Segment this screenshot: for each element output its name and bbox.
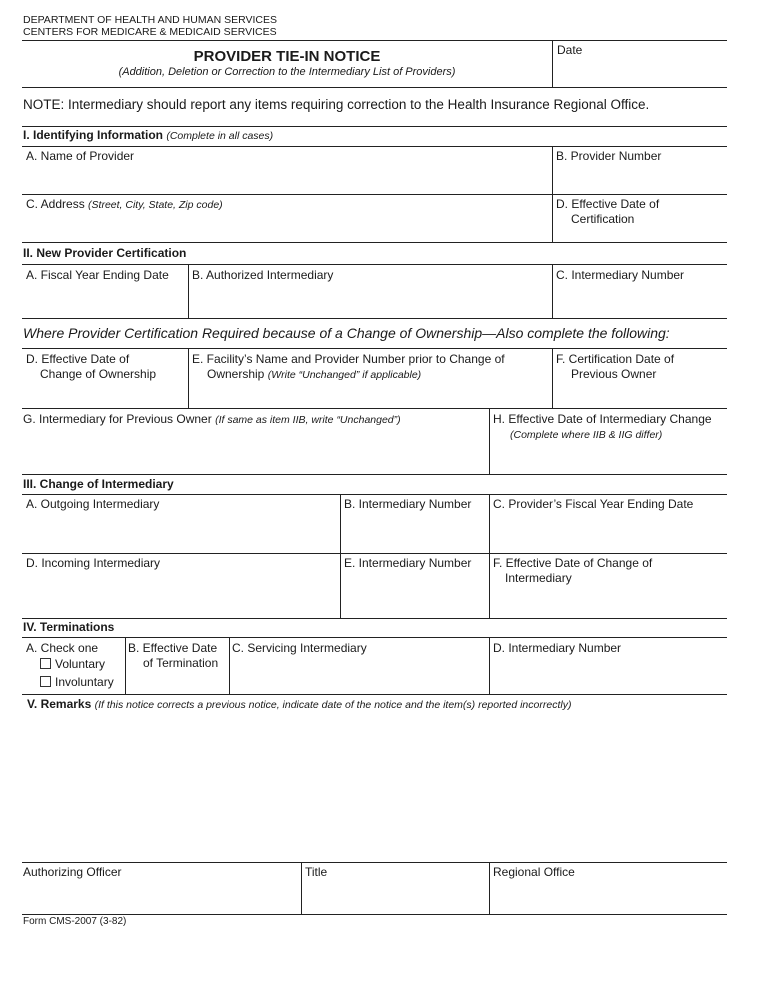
outgoing-intermediary-number-label: B. Intermediary Number xyxy=(344,497,472,511)
rule xyxy=(22,637,727,638)
termination-date-label-2: of Termination xyxy=(143,656,219,670)
regional-office-label: Regional Office xyxy=(493,865,575,879)
section-2-title: II. New Provider Certification xyxy=(23,246,187,260)
termination-intermediary-number-label: D. Intermediary Number xyxy=(493,641,622,655)
effective-date-certification-field[interactable] xyxy=(553,228,725,241)
incoming-intermediary-field[interactable] xyxy=(23,573,339,617)
change-ownership-date-label-1: D. Effective Date of xyxy=(26,352,130,366)
rule xyxy=(22,553,727,554)
intermediary-number-label: C. Intermediary Number xyxy=(556,268,685,282)
page-subtitle: (Addition, Deletion or Correction to the Intermediary List of Providers) xyxy=(118,66,456,78)
section-1-hint: (Complete in all cases) xyxy=(166,130,274,142)
provider-fiscal-year-field[interactable] xyxy=(490,514,726,552)
servicing-intermediary-field[interactable] xyxy=(230,657,488,693)
rule xyxy=(22,348,727,349)
name-of-provider-label: A. Name of Provider xyxy=(26,149,135,163)
address-field[interactable] xyxy=(23,213,551,241)
rule-note-bottom xyxy=(22,126,727,127)
intermediary-change-date-label: H. Effective Date of Intermediary Change xyxy=(493,412,712,426)
fiscal-year-ending-label: A. Fiscal Year Ending Date xyxy=(26,268,169,282)
incoming-intermediary-number-field[interactable] xyxy=(341,573,488,617)
change-ownership-date-label-2: Change of Ownership xyxy=(40,367,157,381)
certification-date-previous-label-2: Previous Owner xyxy=(571,367,657,381)
rule-top xyxy=(22,40,727,41)
termination-date-field[interactable] xyxy=(126,672,228,693)
agency-line-2: CENTERS FOR MEDICARE & MEDICAID SERVICES xyxy=(23,26,277,38)
prior-facility-field[interactable] xyxy=(189,384,551,407)
note-text: NOTE: Intermediary should report any items requiring correction to the Health Insurance Regional Office. xyxy=(23,97,650,112)
intermediary-change-date-hint: (Complete where IIB & IIG differ) xyxy=(510,429,663,441)
rule xyxy=(22,862,727,863)
rule xyxy=(22,242,727,243)
rule xyxy=(22,494,727,495)
effective-date-certification-label-1: D. Effective Date of xyxy=(556,197,660,211)
authorized-intermediary-field[interactable] xyxy=(189,285,551,317)
page-title: PROVIDER TIE-IN NOTICE xyxy=(193,48,381,65)
prior-facility-hint: (Write “Unchanged” if applicable) xyxy=(267,369,422,381)
rule xyxy=(22,474,727,475)
form-id: Form CMS-2007 (3-82) xyxy=(23,916,127,927)
fiscal-year-ending-field[interactable] xyxy=(23,285,187,317)
outgoing-intermediary-field[interactable] xyxy=(23,514,339,552)
rule xyxy=(22,146,727,147)
prior-facility-label-2: Ownership (Write “Unchanged” if applicable) xyxy=(207,367,422,381)
section-3-title: III. Change of Intermediary xyxy=(23,477,174,491)
change-intermediary-date-label-2: Intermediary xyxy=(505,571,572,585)
rule xyxy=(22,408,727,409)
authorizing-officer-field[interactable] xyxy=(23,882,300,913)
provider-number-field[interactable] xyxy=(553,165,725,193)
termination-intermediary-number-field[interactable] xyxy=(490,657,726,693)
prior-facility-label-1: E. Facility’s Name and Provider Number prior to Change of xyxy=(192,352,505,366)
rule xyxy=(22,264,727,265)
section-5-title: V. Remarks (If this notice corrects a previous notice, indicate date of the notice and the item(s) reported incorrectly) xyxy=(27,697,572,711)
previous-owner-intermediary-label: G. Intermediary for Previous Owner (If same as item IIB, write “Unchanged”) xyxy=(23,412,401,426)
regional-office-field[interactable] xyxy=(490,882,726,913)
date-field[interactable] xyxy=(553,58,725,86)
termination-date-label-1: B. Effective Date xyxy=(128,641,218,655)
title-label: Title xyxy=(305,865,328,879)
intermediary-number-field[interactable] xyxy=(553,285,725,317)
voluntary-checkbox[interactable] xyxy=(40,658,51,669)
remarks-field[interactable] xyxy=(23,714,726,859)
incoming-intermediary-label: D. Incoming Intermediary xyxy=(26,556,161,570)
change-intermediary-date-field[interactable] xyxy=(490,588,726,617)
certification-date-previous-label-1: F. Certification Date of xyxy=(556,352,675,366)
involuntary-option[interactable]: Involuntary xyxy=(40,675,114,690)
date-label: Date xyxy=(557,43,583,57)
name-of-provider-field[interactable] xyxy=(23,165,551,193)
certification-date-previous-field[interactable] xyxy=(553,384,725,407)
section-4-title: IV. Terminations xyxy=(23,620,115,634)
provider-fiscal-year-label: C. Provider’s Fiscal Year Ending Date xyxy=(493,497,694,511)
involuntary-checkbox[interactable] xyxy=(40,676,51,687)
ownership-heading: Where Provider Certification Required because of a Change of Ownership—Also complete the following: xyxy=(23,325,670,341)
check-one-label: A. Check one xyxy=(26,641,99,655)
rule xyxy=(22,318,727,319)
previous-owner-intermediary-hint: (If same as item IIB, write “Unchanged”) xyxy=(215,414,401,426)
provider-number-label: B. Provider Number xyxy=(556,149,662,163)
rule-title-bottom xyxy=(22,87,727,88)
servicing-intermediary-label: C. Servicing Intermediary xyxy=(232,641,367,655)
previous-owner-intermediary-field[interactable] xyxy=(23,430,488,473)
address-hint: (Street, City, State, Zip code) xyxy=(88,199,223,211)
rule xyxy=(22,694,727,695)
rule xyxy=(22,914,727,915)
authorized-intermediary-label: B. Authorized Intermediary xyxy=(192,268,334,282)
incoming-intermediary-number-label: E. Intermediary Number xyxy=(344,556,472,570)
section-5-hint: (If this notice corrects a previous notice, indicate date of the notice and the item(s) reported incorrectly) xyxy=(94,699,572,711)
authorizing-officer-label: Authorizing Officer xyxy=(23,865,122,879)
rule xyxy=(22,194,727,195)
voluntary-option[interactable]: Voluntary xyxy=(40,657,105,672)
change-intermediary-date-label-1: F. Effective Date of Change of xyxy=(493,556,653,570)
section-1-title: I. Identifying Information (Complete in all cases) xyxy=(23,128,274,142)
outgoing-intermediary-number-field[interactable] xyxy=(341,514,488,552)
rule xyxy=(22,618,727,619)
title-field[interactable] xyxy=(302,882,488,913)
change-ownership-date-field[interactable] xyxy=(23,384,187,407)
agency-line-1: DEPARTMENT OF HEALTH AND HUMAN SERVICES xyxy=(23,14,277,26)
outgoing-intermediary-label: A. Outgoing Intermediary xyxy=(26,497,160,511)
intermediary-change-date-field[interactable] xyxy=(490,445,726,473)
address-label: C. Address (Street, City, State, Zip code) xyxy=(26,197,223,211)
effective-date-certification-label-2: Certification xyxy=(571,212,635,226)
